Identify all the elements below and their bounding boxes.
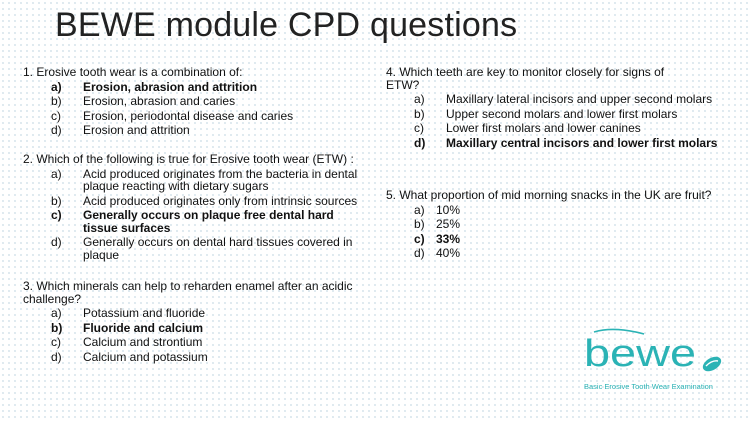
answer-option: b) 25% (414, 217, 461, 231)
answer-option: a) 10% (414, 202, 461, 217)
answer-option: c) Lower first molars and lower canines (414, 121, 641, 135)
question-5 (386, 189, 731, 260)
answer-option: d) Generally occurs on dental hard tissues covered in plaque (51, 235, 353, 262)
answer-option: c) Generally occurs on plaque free dental hard tissue surfaces (51, 208, 334, 235)
answer-option: b) Fluoride and calcium (51, 320, 204, 335)
tooth-drop-icon (700, 354, 723, 374)
question-stem: 2. Which of the following is true for Erosive tooth wear (ETW) : (23, 152, 354, 166)
answer-option: d) 40% (414, 246, 461, 260)
answer-option: a) Acid produced originates from the bacteria in dental plaque reacting with dietary sugars (51, 166, 358, 193)
answer-option: a) Erosion, abrasion and attrition (51, 79, 258, 94)
logo-wordmark: bewe (584, 333, 696, 375)
question-1 (23, 66, 353, 137)
answer-option: b) Erosion, abrasion and caries (51, 94, 236, 108)
question-stem: 4. Which teeth are key to monitor closely for signs of ETW? (386, 65, 665, 92)
question-2 (23, 153, 363, 261)
answer-option: c) Calcium and strontium (51, 335, 203, 349)
page-title: BEWE module CPD questions (55, 6, 518, 44)
answer-option: a) Potassium and fluoride (51, 306, 206, 320)
answer-option: d) Calcium and potassium (51, 349, 208, 364)
question-stem: 5. What proportion of mid morning snacks in the UK are fruit? (386, 188, 712, 202)
question-3 (23, 280, 353, 363)
bewe-logo (584, 328, 726, 380)
answer-option: d) Maxillary central incisors and lower first molars (414, 135, 718, 150)
question-4 (386, 66, 731, 149)
answer-option: c) 33% (414, 231, 461, 246)
answer-option: d) Erosion and attrition (51, 123, 190, 137)
question-stem: 1. Erosive tooth wear is a combination of: (23, 65, 243, 79)
logo-subtitle: Basic Erosive Tooth Wear Examination (584, 382, 713, 391)
answer-option: b) Upper second molars and lower first molars (414, 106, 678, 121)
answer-option: a) Maxillary lateral incisors and upper second molars (414, 92, 713, 106)
answer-option: c) Erosion, periodontal disease and caries (51, 108, 294, 123)
answer-option: b) Acid produced originates only from intrinsic sources (51, 193, 358, 208)
question-stem: 3. Which minerals can help to reharden enamel after an acidic challenge? (23, 279, 353, 306)
